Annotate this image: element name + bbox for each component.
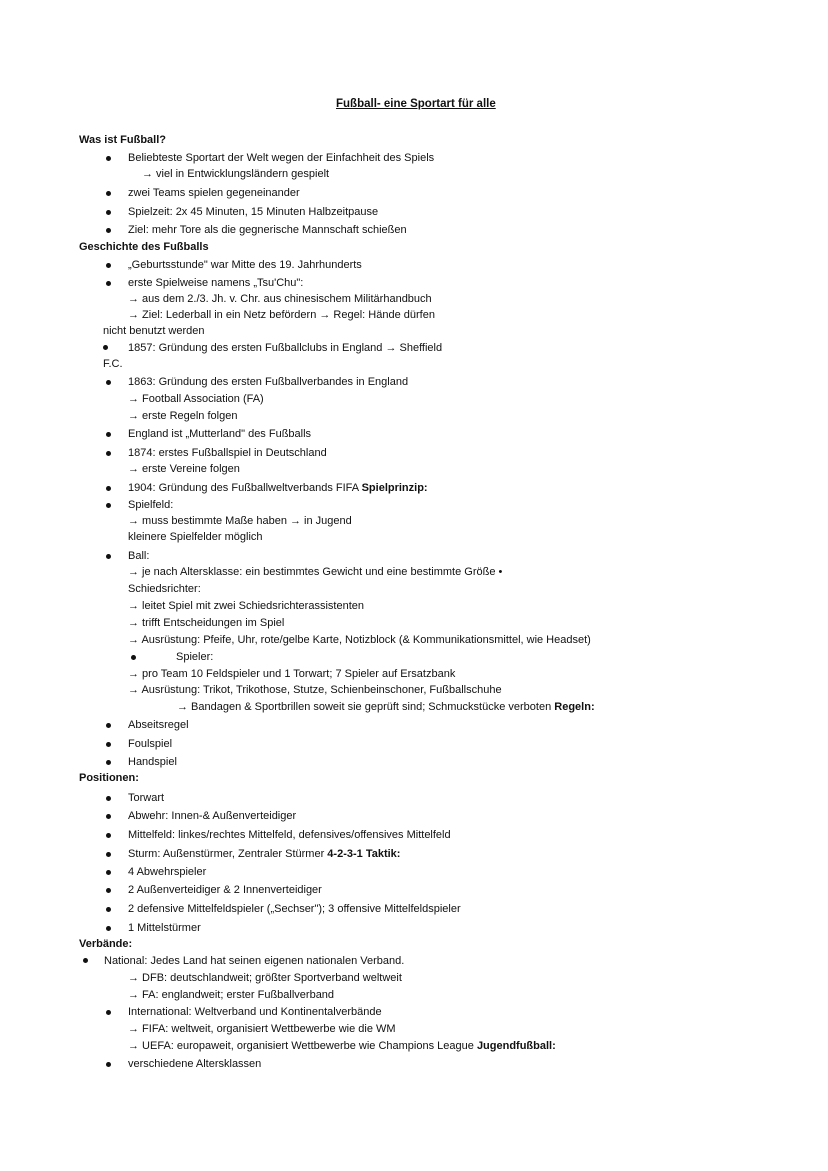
list-item-text: 1904: Gründung des Fußballweltverbands FIFA	[128, 482, 359, 494]
bullet-icon	[106, 1062, 111, 1067]
bullet-icon	[106, 796, 111, 801]
list-item: National: Jedes Land hat seinen eigenen nationalen Verband.	[104, 955, 405, 967]
list-item: Beliebteste Sportart der Welt wegen der Einfachheit des Spiels	[128, 152, 435, 164]
list-item: zwei Teams spielen gegeneinander	[128, 187, 300, 199]
list-item: Ziel: mehr Tore als die gegnerische Mannschaft schießen	[128, 224, 407, 236]
list-item-sub: → aus dem 2./3. Jh. v. Chr. aus chinesischem Militärhandbuch	[128, 293, 432, 305]
bullet-icon	[106, 723, 111, 728]
list-item: 1863: Gründung des ersten Fußballverbandes in England	[128, 376, 409, 388]
list-item: 2 Außenverteidiger & 2 Innenverteidiger	[128, 884, 322, 896]
bullet-icon	[106, 926, 111, 931]
section-heading-positionen: Positionen:	[79, 772, 139, 784]
list-item: Torwart	[128, 792, 165, 804]
list-item-sub: → erste Regeln folgen	[128, 410, 238, 422]
list-item-sub: → leitet Spiel mit zwei Schiedsrichterassistenten	[128, 600, 364, 612]
bullet-icon	[106, 281, 111, 286]
bullet-icon	[131, 655, 136, 660]
bullet-icon	[106, 814, 111, 819]
list-item: Spielfeld:	[128, 499, 174, 511]
list-item	[128, 482, 428, 495]
list-item: 1857: Gründung des ersten Fußballclubs in England → Sheffield	[128, 342, 443, 354]
bullet-icon	[106, 870, 111, 875]
bullet-icon	[106, 486, 111, 491]
list-item-sub	[177, 701, 595, 714]
section-heading-verbaende: Verbände:	[79, 938, 133, 950]
bullet-icon	[106, 432, 111, 437]
section-heading-geschichte: Geschichte des Fußballs	[79, 241, 209, 253]
list-item: International: Weltverband und Kontinentalverbände	[128, 1006, 382, 1018]
list-item-sub: → DFB: deutschlandweit; größter Sportverband weltweit	[128, 972, 402, 984]
list-item-continuation: F.C.	[103, 358, 123, 370]
list-item-sub: → erste Vereine folgen	[128, 463, 240, 475]
list-item-text: Sturm: Außenstürmer, Zentraler Stürmer	[128, 848, 325, 860]
bullet-icon	[106, 191, 111, 196]
list-item-sub: → Football Association (FA)	[128, 393, 264, 405]
list-item-sub: Schiedsrichter:	[128, 583, 201, 595]
section-heading-jugendfussball: Jugendfußball:	[476, 1040, 556, 1052]
list-item: Foulspiel	[128, 738, 173, 750]
list-item-sub: → Ziel: Lederball in ein Netz befördern → Regel: Hände dürfen	[128, 309, 435, 321]
list-item: Ball:	[128, 550, 150, 562]
bullet-icon	[106, 210, 111, 215]
section-heading-was-ist-fussball: Was ist Fußball?	[79, 134, 166, 146]
bullet-icon	[83, 958, 88, 963]
list-item-sub: → pro Team 10 Feldspieler und 1 Torwart; 7 Spieler auf Ersatzbank	[128, 668, 456, 680]
bullet-icon	[106, 1010, 111, 1015]
list-item-text: → UEFA: europaweit, organisiert Wettbewerbe wie Champions League	[128, 1040, 474, 1052]
list-item-sub: → je nach Altersklasse: ein bestimmtes Gewicht und eine bestimmte Größe •	[128, 566, 503, 578]
bullet-icon	[106, 833, 111, 838]
list-item-sub: → Ausrüstung: Trikot, Trikothose, Stutze, Schienbeinschoner, Fußballschuhe	[128, 684, 502, 696]
section-heading-spielprinzip: Spielprinzip:	[361, 482, 428, 494]
bullet-icon	[106, 451, 111, 456]
bullet-icon	[106, 554, 111, 559]
list-item: „Geburtsstunde" war Mitte des 19. Jahrhunderts	[128, 259, 362, 271]
list-item-sub: → FIFA: weltweit, organisiert Wettbewerbe wie die WM	[128, 1023, 396, 1035]
bullet-icon	[103, 345, 108, 350]
bullet-icon	[106, 907, 111, 912]
list-item: Mittelfeld: linkes/rechtes Mittelfeld, defensives/offensives Mittelfeld	[128, 829, 451, 841]
list-item-text: → Bandagen & Sportbrillen soweit sie geprüft sind; Schmuckstücke verboten	[177, 701, 552, 713]
list-item-sub	[128, 1040, 556, 1053]
list-item-continuation: nicht benutzt werden	[103, 325, 205, 337]
list-item: Abwehr: Innen-& Außenverteidiger	[128, 810, 297, 822]
list-item-sub: → muss bestimmte Maße haben → in Jugend	[128, 515, 352, 527]
bullet-icon	[106, 228, 111, 233]
bullet-icon	[106, 888, 111, 893]
list-item: 4 Abwehrspieler	[128, 866, 207, 878]
bullet-icon	[106, 156, 111, 161]
list-item: Handspiel	[128, 756, 177, 768]
list-item-sub: → FA: englandweit; erster Fußballverband	[128, 989, 335, 1001]
list-item: verschiedene Altersklassen	[128, 1058, 262, 1070]
list-item: Spieler:	[176, 651, 214, 663]
list-item-sub: → trifft Entscheidungen im Spiel	[128, 617, 285, 629]
bullet-icon	[106, 760, 111, 765]
list-item: erste Spielweise namens „Tsu'Chu":	[128, 277, 304, 289]
list-item-sub: → viel in Entwicklungsländern gespielt	[142, 168, 330, 180]
list-item: 1874: erstes Fußballspiel in Deutschland	[128, 447, 327, 459]
list-item-sub: → Ausrüstung: Pfeife, Uhr, rote/gelbe Karte, Notizblock (& Kommunikationsmittel, wie Headset)	[128, 634, 591, 646]
list-item: Spielzeit: 2x 45 Minuten, 15 Minuten Halbzeitpause	[128, 206, 379, 218]
bullet-icon	[106, 503, 111, 508]
list-item	[128, 848, 400, 861]
bullet-icon	[106, 263, 111, 268]
list-item: Abseitsregel	[128, 719, 189, 731]
list-item-sub: kleinere Spielfelder möglich	[128, 531, 263, 543]
section-heading-regeln: Regeln:	[554, 701, 595, 713]
section-heading-taktik: 4-2-3-1 Taktik:	[327, 848, 401, 860]
list-item: 1 Mittelstürmer	[128, 922, 201, 934]
list-item: England ist „Mutterland" des Fußballs	[128, 428, 312, 440]
list-item: 2 defensive Mittelfeldspieler („Sechser"); 3 offensive Mittelfeldspieler	[128, 903, 461, 915]
bullet-icon	[106, 852, 111, 857]
bullet-icon	[106, 742, 111, 747]
page-title: Fußball- eine Sportart für alle	[336, 98, 496, 110]
bullet-icon	[106, 380, 111, 385]
